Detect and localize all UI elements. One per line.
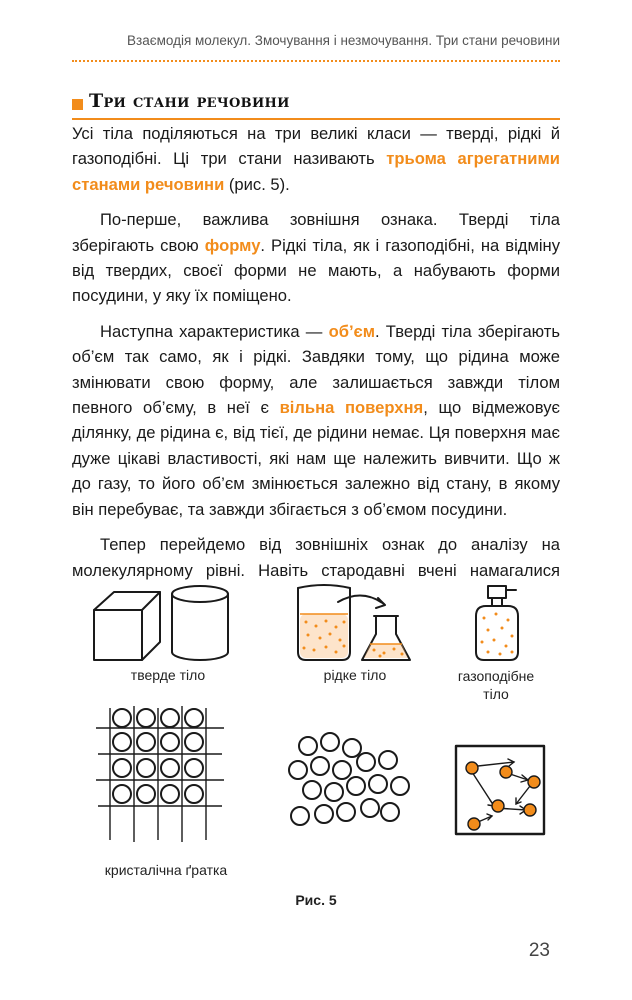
paragraph-4 [72, 532, 560, 583]
highlight-term: об’єм [328, 321, 375, 341]
text-span: . Рідкі тіла, як і газоподібні, на відміну від твердих, своєї форми не мають, а набувають форми посудини, у яку їх поміщено. [72, 235, 561, 306]
text-span: . Тверді тіла зберігають об’єм так само, як і рідкі. Завдяки тому, що рідина може змінювати свою форму, але залишається завжди тілом певного об’єму, в неї є [72, 321, 560, 418]
caption-gas [440, 667, 552, 703]
paragraph-2 [72, 207, 560, 309]
highlight-term: трьома агрегатними станами речовини [72, 149, 560, 194]
text-span: (рис. 5). [224, 174, 290, 194]
text-span: , що відмежовує ділянку, де рідина є, від тієї, де рідини немає. Ця поверхня має дуже цікаві властивості, які нам ще належить вивчити. Що ж до газу, то його об’єм змінюється залежно від стану, в якому він перебуває, та завжди збігається з об’ємом посудини. [72, 398, 560, 519]
caption-liquid: рідке тіло [323, 667, 387, 683]
highlight-term: форму [204, 235, 261, 255]
body-text [72, 121, 560, 583]
paragraph-3 [72, 319, 560, 522]
highlight-term: вільна поверхня [279, 398, 424, 418]
crystal-lattice-illustration [96, 704, 226, 844]
caption-gas-line1: газоподібне [457, 668, 535, 684]
text-span: Усі тіла поділяються на три великі класи — тверді, рідкі й газоподібні. Ці три стани називають [72, 124, 560, 169]
heading-bullet-square-icon [72, 99, 83, 110]
section-title: Три стани речовини [89, 90, 290, 112]
liquid-molecules-illustration [284, 732, 414, 832]
liquid-body-illustration [290, 580, 420, 662]
caption-gas-line2: тіло [483, 686, 509, 702]
text-span: Тепер перейдемо від зовнішніх ознак до аналізу на молекулярному рівні. Навіть стародавні вчені намагалися [72, 535, 560, 580]
header-dotted-divider [72, 60, 560, 62]
gas-molecules-illustration [454, 744, 546, 836]
page-number: 23 [528, 940, 550, 961]
section-heading [72, 90, 560, 120]
running-header: Взаємодія молекул. Змочування і незмочування. Три стани речовини [127, 33, 560, 48]
text-span: По-перше, важлива зовнішня ознака. Тверді тіла зберігають свою [72, 210, 560, 255]
caption-solid: тверде тіло [130, 667, 206, 683]
caption-lattice: кристалічна ґратка [104, 862, 228, 878]
solid-body-illustration [88, 580, 248, 662]
figure-label: Рис. 5 [295, 892, 337, 908]
text-span: Наступна характеристика — [100, 321, 329, 341]
gas-body-illustration [466, 580, 526, 664]
paragraph-1 [72, 121, 560, 197]
